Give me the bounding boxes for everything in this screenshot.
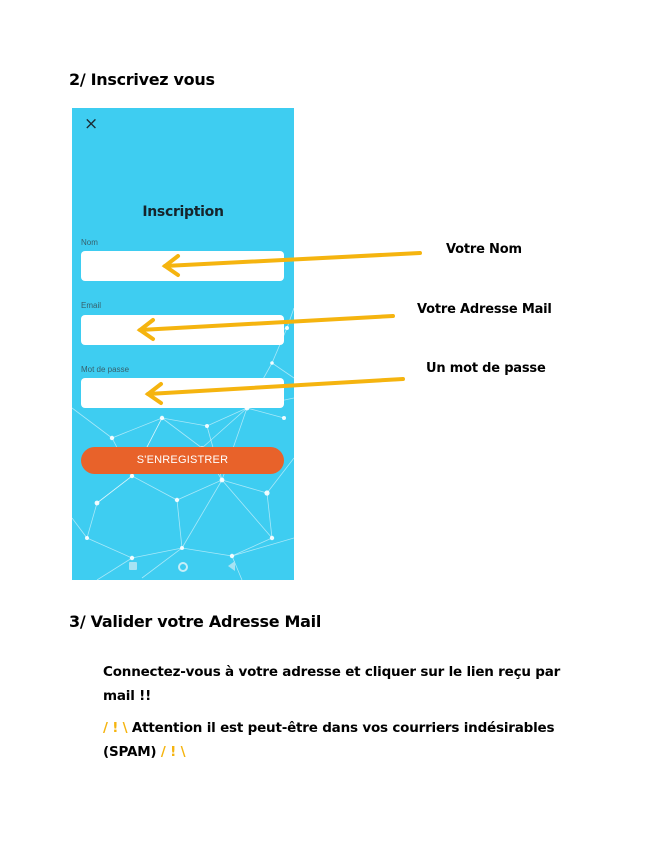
warning-text: Attention il est peut-être dans vos courriers indésirables (SPAM)	[103, 720, 555, 760]
close-icon[interactable]: ×	[84, 114, 99, 134]
annotation-password: Un mot de passe	[426, 361, 546, 376]
password-label: Mot de passe	[81, 365, 130, 374]
section-heading-validate: 3/ Valider votre Adresse Mail	[69, 612, 322, 631]
name-label: Nom	[81, 238, 98, 247]
spam-warning	[103, 716, 593, 764]
warning-sign-start: / ! \	[103, 720, 128, 736]
section-heading-inscription: 2/ Inscrivez vous	[69, 70, 215, 89]
annotation-name: Votre Nom	[446, 242, 522, 257]
warning-sign-end: / ! \	[160, 744, 186, 760]
email-label: Email	[81, 301, 102, 310]
form-title: Inscription	[142, 204, 224, 220]
instruction-text: Connectez-vous à votre adresse et cliquer sur le lien reçu par mail !!	[103, 664, 561, 704]
arrow-password	[148, 379, 403, 394]
arrow-name	[165, 253, 420, 266]
arrow-email	[140, 316, 393, 330]
register-button[interactable]: S'ENREGISTRER	[81, 447, 284, 474]
annotation-email: Votre Adresse Mail	[417, 302, 552, 317]
